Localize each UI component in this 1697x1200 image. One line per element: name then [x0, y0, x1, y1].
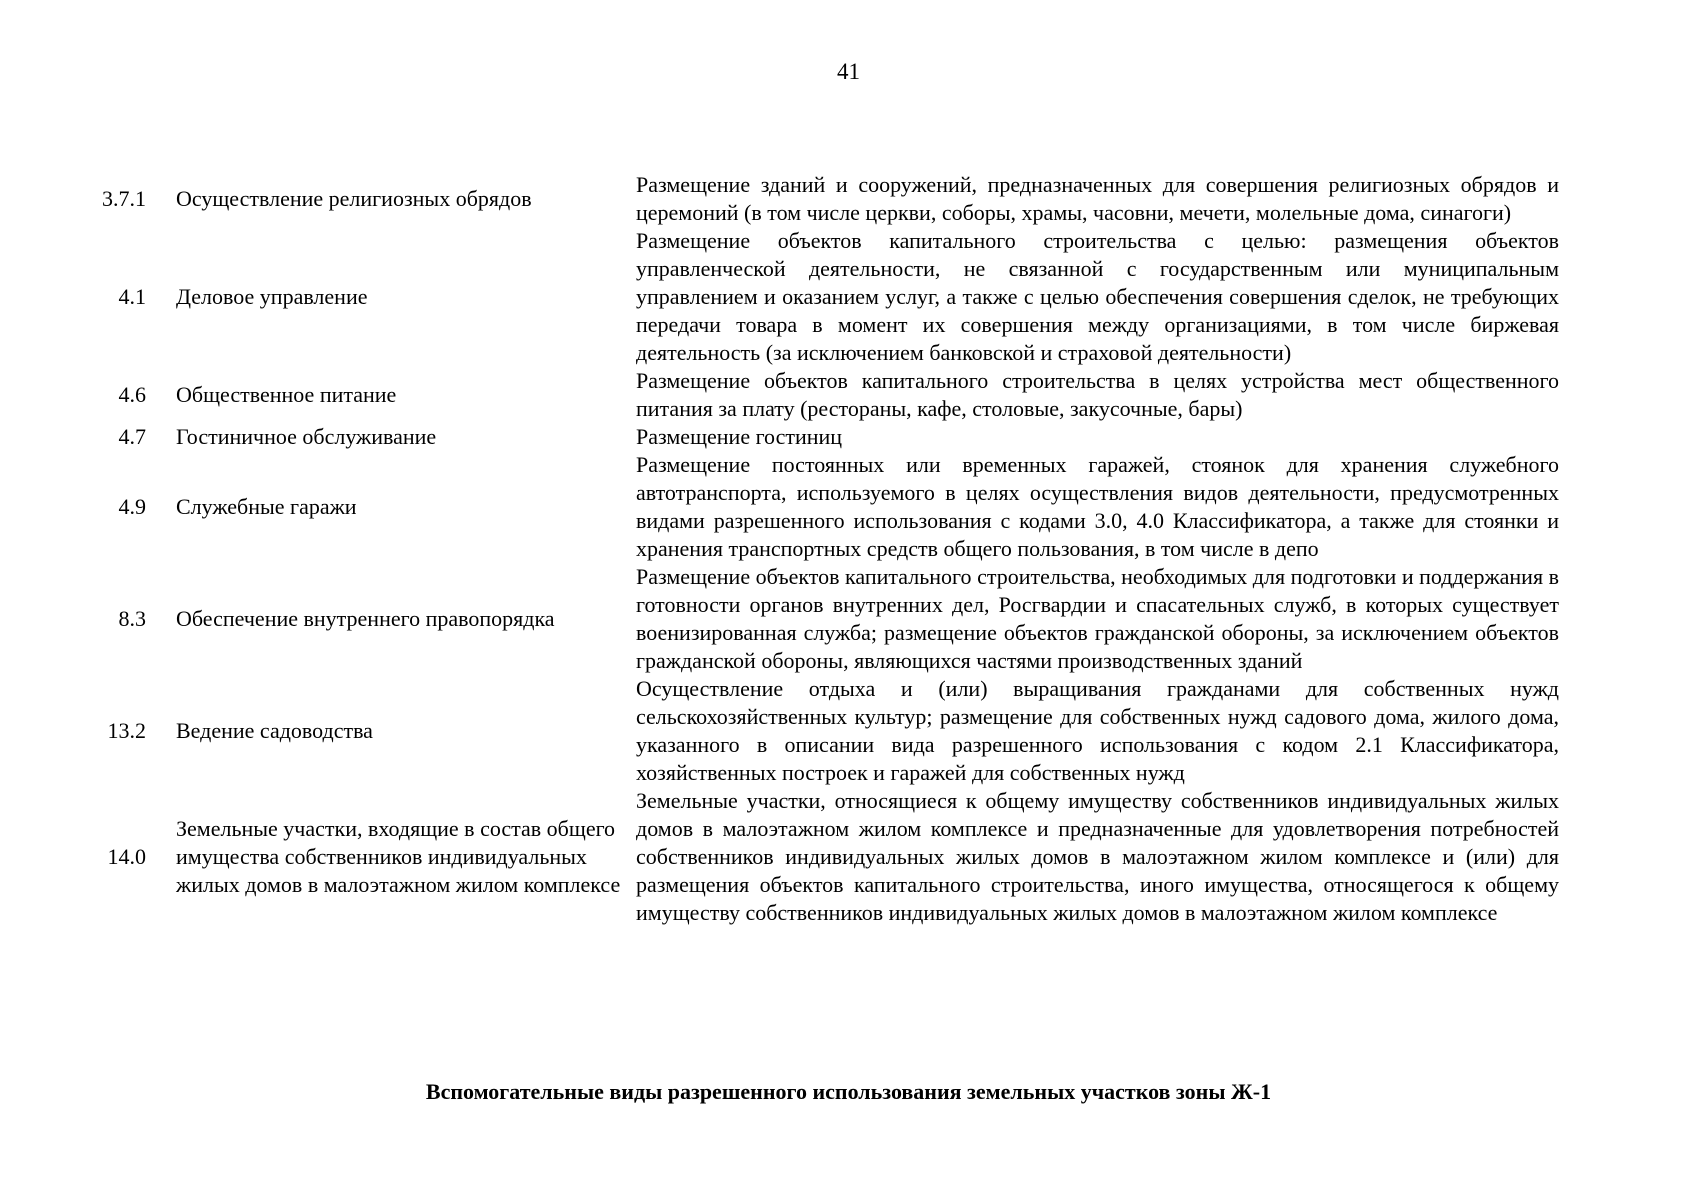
table-row [0, 451, 1697, 563]
row-code: 4.7 [118, 424, 146, 449]
row-code: 4.9 [118, 494, 146, 519]
table-row [0, 563, 1697, 675]
row-description: Размещение постоянных или временных гаражей, стоянок для хранения служебного автотранспорта, используемого в целях осуществления видов деятельности, предусмотренных видами разрешенного использования с кодами 3.0, 4.0 Классификатора, а также для стоянки и хранения транспортных средств общего пользования, в том числе в депо [636, 452, 1559, 561]
table-row [0, 227, 1697, 367]
row-name: Общественное питание [176, 382, 397, 407]
row-description: Размещение гостиниц [636, 424, 843, 449]
row-name: Гостиничное обслуживание [176, 424, 437, 449]
table-row [0, 675, 1697, 787]
row-code: 3.7.1 [102, 186, 146, 211]
row-name: Осуществление религиозных обрядов [176, 186, 532, 211]
row-name: Ведение садоводства [176, 718, 373, 743]
row-description: Земельные участки, относящиеся к общему имуществу собственников индивидуальных жилых домов в малоэтажном жилом комплексе и предназначенные для удовлетворения потребностей собственников индивидуальных жилых домов в малоэтажном жилом комплексе и (или) для размещения объектов капитального строительства, иного имущества, относящегося к общему имуществу собственников индивидуальных жилых домов в малоэтажном жилом комплексе [636, 788, 1559, 925]
row-name: Деловое управление [176, 284, 368, 309]
row-name: Обеспечение внутреннего правопорядка [176, 606, 555, 631]
table-row [0, 367, 1697, 423]
section-title: Вспомогательные виды разрешенного использования земельных участков зоны Ж-1 [425, 1079, 1272, 1104]
row-description: Размещение объектов капитального строительства, необходимых для подготовки и поддержания в готовности органов внутренних дел, Росгвардии и спасательных служб, в которых существует военизированная служба; размещение объектов гражданской обороны, за исключением объектов гражданской обороны, являющихся частями производственных зданий [636, 564, 1559, 673]
row-description: Осуществление отдыха и (или) выращивания гражданами для собственных нужд сельскохозяйственных культур; размещение для собственных нужд садового дома, жилого дома, указанного в описании вида разрешенного использования с кодом 2.1 Классификатора, хозяйственных построек и гаражей для собственных нужд [636, 676, 1559, 785]
table-row [0, 171, 1697, 227]
row-code: 4.6 [118, 382, 146, 407]
row-code: 4.1 [118, 284, 146, 309]
table-row [0, 787, 1697, 927]
row-name: Земельные участки, входящие в состав общего имущества собственников индивидуальных жилых домов в малоэтажном жилом комплексе [176, 816, 621, 897]
row-code: 8.3 [118, 606, 146, 631]
row-code: 13.2 [107, 718, 146, 743]
row-description: Размещение объектов капитального строительства с целью: размещения объектов управленческой деятельности, не связанной с государственным или муниципальным управлением и оказанием услуг, а также с целью обеспечения совершения сделок, не требующих передачи товара в момент их совершения между организациями, в том числе биржевая деятельность (за исключением банковской и страховой деятельности) [636, 228, 1559, 365]
table-row [0, 423, 1697, 451]
row-code: 14.0 [107, 844, 146, 869]
row-description: Размещение объектов капитального строительства в целях устройства мест общественного питания за плату (рестораны, кафе, столовые, закусочные, бары) [636, 368, 1559, 421]
land-use-table [0, 171, 1697, 927]
row-description: Размещение зданий и сооружений, предназначенных для совершения религиозных обрядов и церемоний (в том числе церкви, соборы, храмы, часовни, мечети, молельные дома, синагоги) [636, 172, 1559, 225]
row-name: Служебные гаражи [176, 494, 357, 519]
page-number: 41 [837, 59, 860, 84]
